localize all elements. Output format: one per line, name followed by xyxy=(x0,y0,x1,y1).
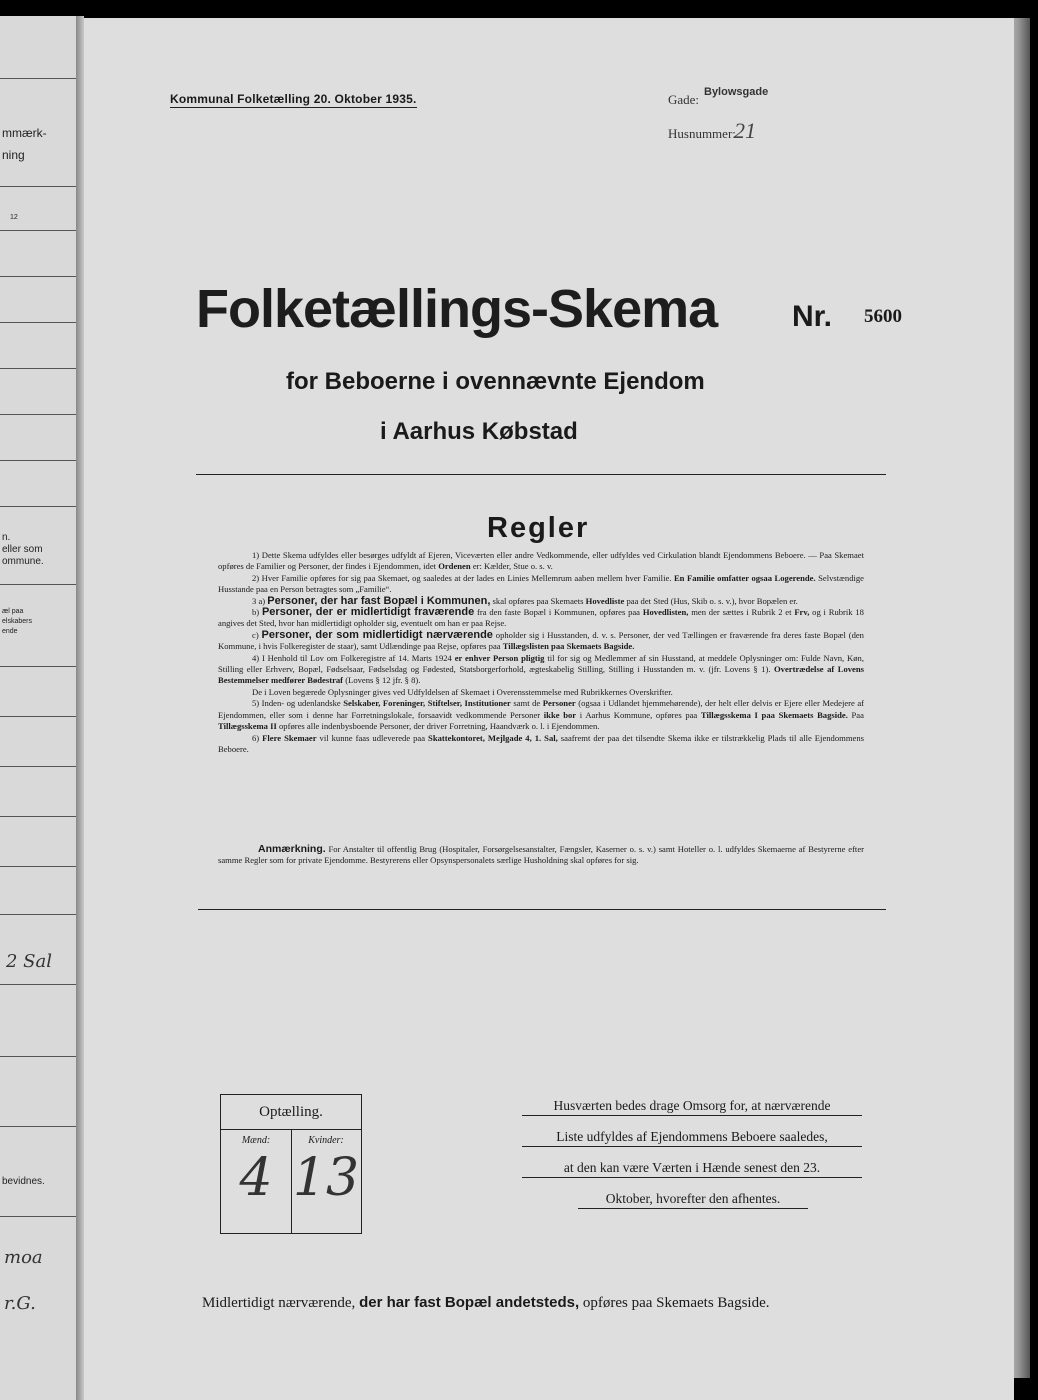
rule-5: 5) Inden- og udenlandske Selskaber, Foreninger, Stiftelser, Institutioner samt de Personer (ogsaa i Udlandet hjemmehørende), der helt eller delvis er Ejere eller Medejere af Ejendommen, eller som i denne har Forretningslokale, forsaavidt vedkommende Personer ikke bor i Aarhus Kommune, opføres paa Tillægsskema I paa Skemaets Bagside. Paa Tillægsskema II opføres alle indenbysboende Personer, der driver Forretning, Haandværk o. l. i Ejendommen. xyxy=(218,698,865,732)
rule-4b: De i Loven begærede Oplysninger gives ved Udfyldelsen af Skemaet i Overensstemmelse med Rubrikkernes Overskrifter. xyxy=(252,686,673,697)
rule-6: 6) Flere Skemaer vil kunne faas udleverede paa Skattekontoret, Mejlgade 4, 1. Sal, saafremt der paa det tilsendte Skema ikke er tilstrækkelig Plads til alle Ejendommens Beboere. xyxy=(218,732,864,754)
rules-text xyxy=(218,550,864,755)
ruled-line xyxy=(0,584,78,585)
ruled-line xyxy=(0,506,78,507)
ruled-line xyxy=(0,368,78,369)
ruled-line xyxy=(0,460,78,461)
ruled-line xyxy=(0,984,78,985)
landlord-notice xyxy=(522,1098,862,1222)
left-fragment: bevidnes. xyxy=(2,1176,45,1187)
left-fragment: elskabers xyxy=(2,618,32,625)
optaelling-box xyxy=(220,1094,362,1234)
ruled-line xyxy=(0,78,78,79)
left-adjacent-page xyxy=(0,16,80,1400)
ruled-line xyxy=(0,1216,78,1217)
notice-line: at den kan være Værten i Hænde senest den 23. xyxy=(522,1160,862,1178)
ruled-line xyxy=(0,1126,78,1127)
subtitle-city: i Aarhus Købstad xyxy=(380,418,578,445)
left-fragment: 12 xyxy=(10,214,18,221)
left-handwritten-fragment: r.G. xyxy=(4,1293,36,1314)
kvinder-count: 13 xyxy=(292,1148,360,1208)
left-fragment: ende xyxy=(2,628,18,635)
optaelling-title: Optælling. xyxy=(221,1095,361,1130)
subtitle-residents: for Beboerne i ovennævnte Ejendom xyxy=(286,368,705,395)
maend-count: 4 xyxy=(239,1148,273,1208)
ruled-line xyxy=(0,1056,78,1057)
form-number: 5600 xyxy=(864,306,902,327)
left-fragment: ommune. xyxy=(2,556,44,567)
ruled-line xyxy=(0,230,78,231)
nr-label: Nr. xyxy=(792,300,833,333)
rule-4: 4) I Henhold til Lov om Folkeregistre af 14. Marts 1924 er enhver Person pligtig til for sig og Medlemmer af sin Husstand, at meddele Oplysninger om: Fulde Navn, Køn, Stilling eller Erhverv, Bopæl, Fødselsaar, Fødselsdag og Fødested, Statsborgerforhold, ægteskabelig Stilling, Stilling i Husstanden m. v. (jfr. Lovens § 1). Overtrædelse af Lovens Bestemmelser medfører Bødestraf (Lovens § 12 jfr. § 8). xyxy=(218,652,864,686)
binding-fold xyxy=(76,16,84,1400)
anmaerkning-text: For Anstalter til offentlig Brug (Hospitaler, Forsørgelsesanstalter, Fængsler, Kaserner o. s. v.) samt Hoteller o. l. udfyldes Skemaerne af Bestyrerne efter samme Regler som for private Ejendomme. Bestyrerens eller Opsynspersonalets særlige Husholdning skal opføres for sig. xyxy=(218,844,865,866)
maend-column xyxy=(221,1129,292,1233)
husnummer-label: Husnummer: xyxy=(668,126,736,141)
rules-heading: Regler xyxy=(487,512,590,544)
gade-label: Gade: xyxy=(668,92,700,107)
ruled-line xyxy=(0,866,78,867)
kvinder-label: Kvinder: xyxy=(308,1135,344,1146)
husnummer-value: 21 xyxy=(734,118,756,143)
ruled-line xyxy=(0,276,78,277)
ruled-line xyxy=(0,666,78,667)
gade-value: Bylowsgade xyxy=(704,86,769,98)
rule-3c: c) Personer, der som midlertidigt nærværende opholder sig i Husstanden, d. v. s. Personer, der ved Tællingen er fraværende fra deres faste Bopæl (den Kommune, i hvis Folkeregister de staar), samt Udlændinge paa Rejse, opføres paa Tillægslisten paa Skemaets Bagside. xyxy=(218,628,864,652)
notice-line: Liste udfyldes af Ejendommens Beboere saaledes, xyxy=(522,1129,862,1147)
form-title: Folketællings-Skema xyxy=(196,279,718,339)
ruled-line xyxy=(0,414,78,415)
ruled-line xyxy=(0,914,78,915)
maend-label: Mænd: xyxy=(241,1135,271,1146)
bottom-note: Midlertidigt nærværende, der har fast Bopæl andetsteds, opføres paa Skemaets Bagside. xyxy=(202,1294,770,1311)
kvinder-column xyxy=(291,1129,361,1233)
census-header: Kommunal Folketælling 20. Oktober 1935. xyxy=(170,92,417,106)
notice-line: Husværten bedes drage Omsorg for, at nærværende xyxy=(522,1098,862,1116)
rule-2: 2) Hver Familie opføres for sig paa Skemaet, og saaledes at der lades en Linies Mellemrum aaben mellem hver Familie. En Familie omfatter ogsaa Logerende. Selvstændige Husstande paa en Person betragtes som „Familie“. xyxy=(218,572,864,595)
left-fragment: ning xyxy=(2,148,25,162)
anmaerkning-label: Anmærkning. xyxy=(258,843,326,855)
notice-line: Oktober, hvorefter den afhentes. xyxy=(578,1191,808,1209)
rule-1: 1) Dette Skema udfyldes eller besørges udfyldt af Ejeren, Viceværten eller andre Vedkommende, eller udfyldes ved Cirkulation blandt Ejendommens Beboere. — Paa Skemaet opføres de Familier og Personer, der findes i Ejendommen, idet Ordenen er: Kælder, Stue o. s. v. xyxy=(218,550,864,572)
left-fragment: mmærk- xyxy=(2,126,47,140)
ruled-line xyxy=(0,766,78,767)
left-fragment: eller som xyxy=(2,544,43,555)
rule-3a: 3 a) Personer, der har fast Bopæl i Kommunen, skal opføres paa Skemaets Hovedliste paa det Sted (Hus, Skib o. s. v.), hvor Bopælen er. xyxy=(252,594,798,607)
ruled-line xyxy=(0,716,78,717)
ruled-line xyxy=(0,322,78,323)
divider xyxy=(196,474,886,475)
divider xyxy=(198,909,886,910)
anmaerkning xyxy=(218,844,864,867)
ruled-line xyxy=(0,186,78,187)
left-fragment: æl paa xyxy=(2,608,24,615)
ruled-line xyxy=(0,816,78,817)
left-handwritten-fragment: moa xyxy=(4,1247,43,1268)
left-fragment: n. xyxy=(2,532,11,543)
left-handwritten-fragment: 2 Sal xyxy=(6,951,52,972)
rule-3b: b) Personer, der er midlertidigt fraværende fra den faste Bopæl i Kommunen, opføres paa Hovedlisten, men der sættes i Rubrik 2 et Frv, og i Rubrik 18 angives det Sted, hvor han midlertidigt opholder sig, eventuelt om han er paa Rejse. xyxy=(218,606,864,629)
